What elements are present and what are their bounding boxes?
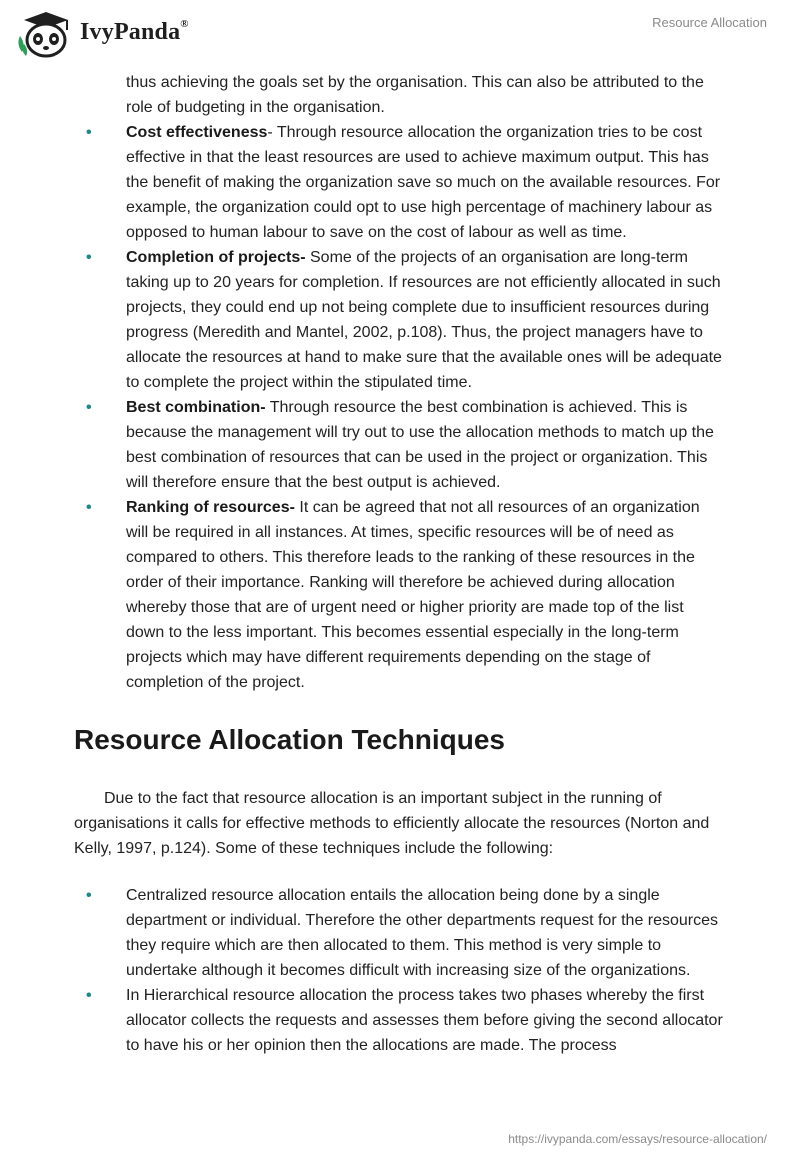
bullet-text: It can be agreed that not all resources of an organization will be required in all instances. At times, specific resources will be of need as compared to others. This therefore leads to the ranking of these resources in the order of their importance. Ranking will therefore be achieved during allocation whereby those that are of urgent need or higher priority are made top of the list down to the less important. This becomes essential especially in the long-term projects which may have different requirements depending on the stage of completion of the project. (126, 499, 700, 691)
page-header (0, 0, 800, 70)
bullet-text: Some of the projects of an organisation are long-term taking up to 20 years for completion. If resources are not efficiently allocated in such projects, they could end up not being complete due to insufficient resources during progress (Meredith and Mantel, 2002, p.108). Thus, the project managers have to allocate the resources at hand to make sure that the available ones will be adequate to complete the project within the stipulated time. (126, 249, 722, 391)
article-body (74, 70, 726, 1058)
bullet-title: Cost effectiveness (126, 124, 268, 141)
section-paragraph: Due to the fact that resource allocation is an important subject in the running of organisations it calls for effective methods to efficiently allocate the resources (Norton and Kelly, 1997, p.124). Some of these techniques include the following: (74, 790, 710, 857)
continuation-text: thus achieving the goals set by the organisation. This can also be attributed to the role of budgeting in the organisation. (126, 74, 704, 116)
list-item (74, 983, 726, 1058)
bullet-title: Ranking of resources- (126, 499, 295, 516)
bullet-icon: • (86, 887, 92, 904)
list-item (74, 120, 726, 245)
list-item (74, 883, 726, 983)
document-title: Resource Allocation (652, 15, 767, 30)
source-url[interactable]: https://ivypanda.com/essays/resource-allocation/ (508, 1132, 767, 1146)
list-item (74, 395, 726, 495)
bullet-text: - Through resource allocation the organization tries to be cost effective in that the least resources are used to achieve maximum output. This has the benefit of making the organization save so much on the available resources. For example, the organization could opt to use high percentage of machinery labour as opposed to human labour to save on the cost of labour as well as time. (126, 124, 721, 241)
bullet-icon: • (86, 399, 92, 416)
bullet-text: Centralized resource allocation entails the allocation being done by a single department or individual. Therefore the other departments request for the resources they require which are then allocated to them. This method is very simple to undertake although it becomes difficult with increasing size of the organizations. (126, 887, 719, 979)
bullet-title: Best combination- (126, 399, 266, 416)
brand-name[interactable]: IvyPanda® (80, 18, 189, 45)
bullet-icon: • (86, 124, 92, 141)
panda-logo-icon[interactable] (14, 8, 74, 58)
techniques-list (74, 883, 726, 1058)
benefits-list (74, 120, 726, 695)
list-item (74, 495, 726, 695)
bullet-icon: • (86, 987, 92, 1004)
bullet-text: Through resource the best combination is achieved. This is because the management will try out to use the allocation methods to match up the best combination of resources that can be used in the project or organization. This will therefore ensure that the best output is achieved. (126, 399, 714, 491)
list-item (74, 245, 726, 395)
bullet-text: In Hierarchical resource allocation the process takes two phases whereby the first allocator collects the requests and assesses them before giving the second allocator to have his or her opinion then the allocations are made. The process (126, 987, 723, 1054)
section-heading: Resource Allocation Techniques (74, 724, 505, 755)
bullet-title: Completion of projects- (126, 249, 306, 266)
bullet-icon: • (86, 499, 92, 516)
bullet-icon: • (86, 249, 92, 266)
